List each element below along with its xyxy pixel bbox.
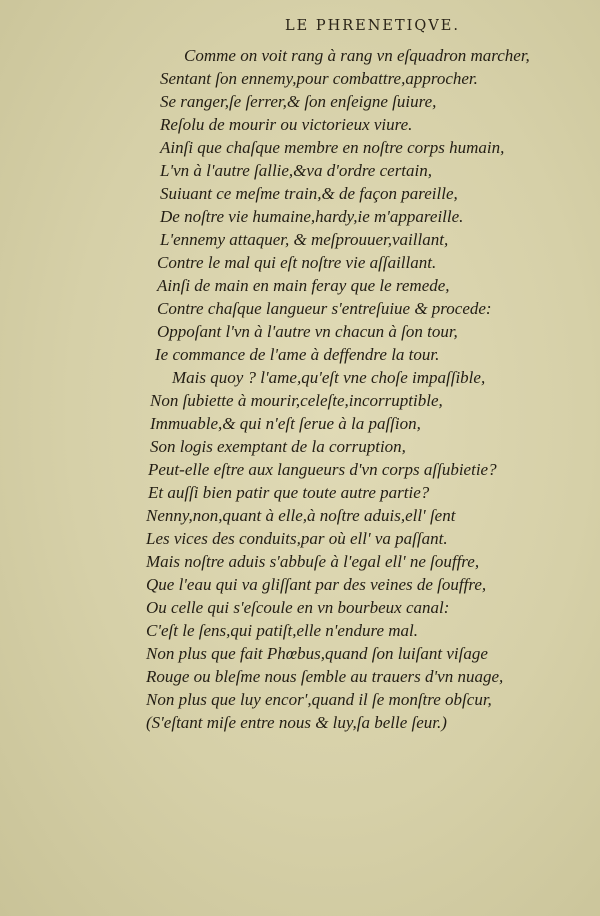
verse-line: De noſtre vie humaine,hardy,ie m'appareille. (160, 207, 464, 226)
verse-line: Oppoſant l'vn à l'autre vn chacun à ſon tour, (157, 322, 458, 341)
verse-line: Nenny,non,quant à elle,à noſtre aduis,ell' ſent (146, 506, 456, 525)
verse-line: Mais quoy ? l'ame,qu'eſt vne choſe impaſſible, (172, 368, 486, 387)
verse-line: Ainſi que chaſque membre en noſtre corps humain, (160, 138, 505, 157)
verse-line: Immuable,& qui n'eſt ſerue à la paſſion, (150, 414, 421, 433)
verse-line: Les vices des conduits,par où ell' va paſſant. (146, 529, 448, 548)
verse-line: Ainſi de main en main feray que le remede, (157, 276, 450, 295)
verse-line: Et auſſi bien patir que toute autre partie? (148, 483, 430, 502)
verse-line: Suiuant ce meſme train,& de façon pareille, (160, 184, 458, 203)
verse-line: Se ranger,ſe ſerrer,& ſon enſeigne ſuiure, (160, 92, 437, 111)
verse-line: Contre le mal qui eſt noſtre vie aſſaillant. (157, 253, 437, 272)
verse-line: Non plus que luy encor',quand il ſe monſtre obſcur, (146, 690, 492, 709)
verse-line: Que l'eau qui va gliſſant par des veines de ſouffre, (146, 575, 487, 594)
verse-line: Peut-elle eſtre aux langueurs d'vn corps aſſubietie? (148, 460, 497, 479)
verse-line: Non plus que fait Phœbus,quand ſon luiſant viſage (146, 644, 488, 663)
verse-line: Reſolu de mourir ou victorieux viure. (160, 115, 413, 134)
verse-line: Mais noſtre aduis s'abbuſe à l'egal ell' ne ſouffre, (146, 552, 480, 571)
verse-line: Contre chaſque langueur s'entreſuiue & procede: (157, 299, 492, 318)
verse-line: Comme on voit rang à rang vn eſquadron marcher, (184, 46, 530, 65)
verse-line: L'vn à l'autre ſallie,&va d'ordre certain, (160, 161, 433, 180)
verse-line: Rouge ou bleſme nous ſemble au trauers d'vn nuage, (146, 667, 504, 686)
running-header: LE PHRENETIQVE. (285, 18, 460, 34)
verse-line: L'ennemy attaquer, & meſprouuer,vaillant, (160, 230, 449, 249)
verse-line: Non ſubiette à mourir,celeſte,incorruptible, (150, 391, 443, 410)
verse-line: (S'eſtant miſe entre nous & luy,ſa belle ſeur.) (146, 713, 447, 732)
verse-line: Son logis exemptant de la corruption, (150, 437, 406, 456)
verse-line: Ou celle qui s'eſcoule en vn bourbeux canal: (146, 598, 450, 617)
verse-line: C'eſt le ſens,qui patiſt,elle n'endure mal. (146, 621, 418, 640)
verse-line: Ie commance de l'ame à deffendre la tour. (155, 345, 440, 364)
verse-line: Sentant ſon ennemy,pour combattre,approcher. (160, 69, 478, 88)
